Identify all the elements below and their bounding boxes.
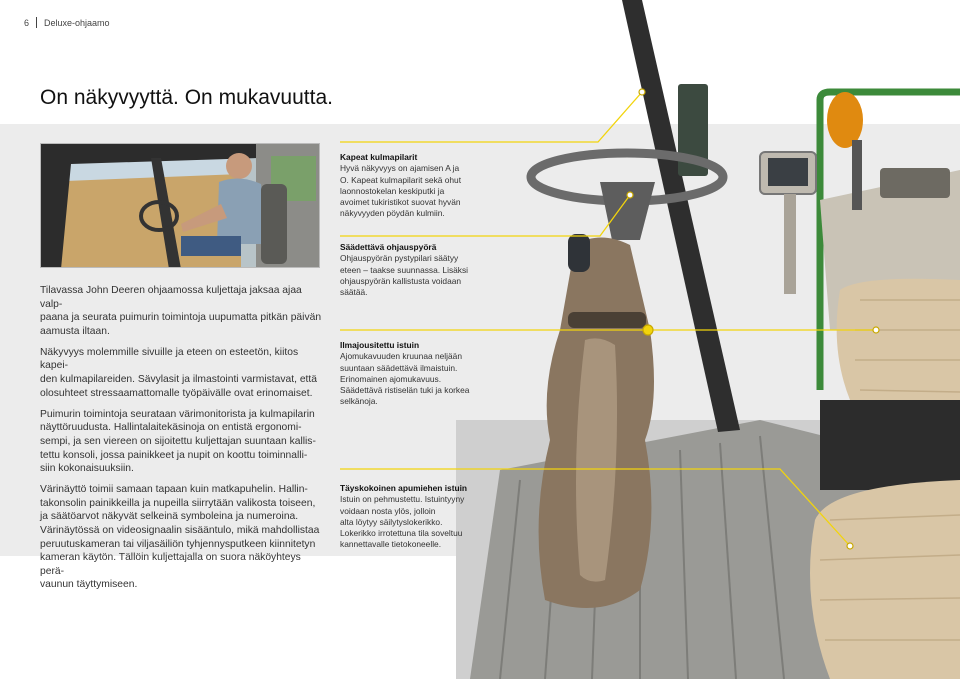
callout-air-seat xyxy=(340,340,480,408)
callout-title: Kapeat kulmapilarit xyxy=(340,152,418,162)
callout-instructor-seat xyxy=(340,483,480,551)
page-header xyxy=(24,17,110,28)
callout-pillars xyxy=(340,152,480,220)
callout-body: Ajomukavuuden kruunaa neljään suuntaan säädettävä ilmaistuin. Erinomainen ajomukavuus. Säädettävä ristiselän tuki ja korkea selkänoja. xyxy=(340,351,470,407)
photo-operator-body xyxy=(217,178,267,244)
callout-steering-wheel xyxy=(340,242,480,298)
callout-body: Hyvä näkyvyys on ajamisen A ja O. Kapeat kulmapilarit sekä ohut laonnostokelan keskiputki ja avoimet tukiristikot suovat hyvän näkyvyyden pöydän kulmiin. xyxy=(340,163,462,219)
dot-wheel xyxy=(627,192,633,198)
photo-seat xyxy=(261,184,287,264)
column-knob xyxy=(568,234,590,272)
paragraph-color-display: Värinäyttö toimii samaan tapaan kuin matkapuhelin. Hallin- takonsolin painikkeilla ja nupeilla siirrytään valikosta toiseen, ja säätöarvot näkyvät selkeinä symboleina ja numeroina. Värinäytössä on videosignaalin sisääntulo, mikä mahdollistaa peruutuskameran tai viljasäiliön tyhjennysputkeen kiinnitetyn kameran käytön. Tällöin kuljettajalla on suora näköyhteys perä- vaunun täyttymiseen. xyxy=(40,484,320,591)
paragraph-monitoring: Puimurin toimintoja seurataan värimonitorista ja kulmapilarin näyttöruudusta. Hallintalaitekäsinoja on entistä ergonomi- sempi, ja sen viereen on sijoitettu kuljettajan suuntaan kallis- tettu konsoli, jossa painikkeet ja nupit on koottu toiminnalli- siin kokonaisuuksiin. xyxy=(40,408,316,475)
paragraph-intro: Tilavassa John Deeren ohjaamossa kuljettaja jaksaa ajaa valp- paana ja seurata puimurin toimintoja uupumatta pitkän päivän aamusta iltaan. xyxy=(40,285,322,337)
monitor-arm xyxy=(784,194,796,294)
paragraph-visibility: Näkyvyys molemmille sivuille ja eteen on esteetön, kiitos kapei- den kulmapilareiden. Sävylasit ja ilmastointi varmistavat, että olosuhteet stressaamattomalle työpäivälle ovat erinomaiset. xyxy=(40,346,317,399)
joystick-stem xyxy=(852,140,862,210)
section-name: Deluxe-ohjaamo xyxy=(44,17,110,28)
dot-column xyxy=(643,325,653,335)
body-text xyxy=(40,284,324,599)
console-buttons xyxy=(880,168,950,198)
photo-illustration xyxy=(41,144,320,268)
seat-base xyxy=(820,400,960,490)
operator-photo xyxy=(40,143,320,268)
callout-body: Ohjauspyörän pystypilari säätyy eteen – taakse suunnassa. Lisäksi ohjauspyörän kallistusta voidaan säätää. xyxy=(340,253,469,298)
column-joint xyxy=(568,312,646,328)
header-divider xyxy=(36,17,37,28)
dot-pillar xyxy=(639,89,645,95)
dot-instructor-seat xyxy=(847,543,853,549)
monitor-screen xyxy=(768,158,808,186)
joystick-handle xyxy=(827,92,863,148)
callout-title: Säädettävä ohjauspyörä xyxy=(340,242,437,252)
page-title: On näkyvyyttä. On mukavuutta. xyxy=(40,86,333,109)
photo-operator-head xyxy=(226,153,252,179)
photo-operator-legs xyxy=(181,236,241,256)
callout-body: Istuin on pehmustettu. Istuintyyny voidaan nosta ylös, jolloin alta löytyy säilytyslokerikko. Lokerikko irrotettuna tila soveltuu kannettavalle tietokoneelle. xyxy=(340,494,465,550)
page-number: 6 xyxy=(24,17,30,28)
dot-seat xyxy=(873,327,879,333)
instructor-seat xyxy=(810,480,960,679)
callout-title: Täyskokoinen apumiehen istuin xyxy=(340,483,468,493)
callout-title: Ilmajousitettu istuin xyxy=(340,340,420,350)
